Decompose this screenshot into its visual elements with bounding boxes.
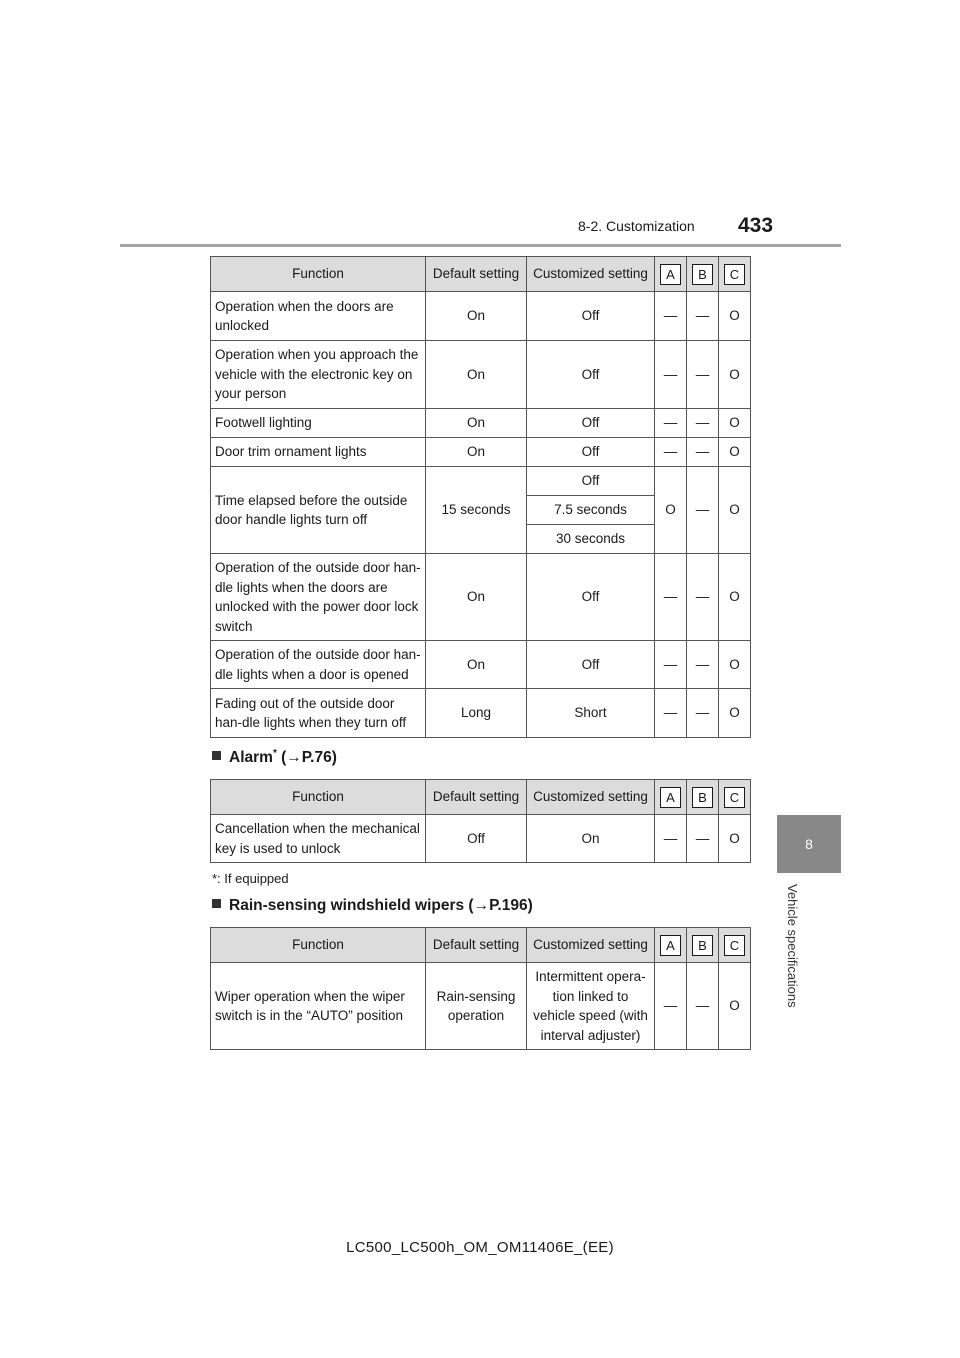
header-rule [120,244,841,247]
table-row [211,292,751,341]
cell-b: — [687,467,719,554]
cell-c: O [719,641,751,689]
cell-b: — [687,815,719,863]
cell-function: Operation of the outside door han-dle lights when the doors are unlocked with the power door lock switch [211,554,426,641]
cell-default: On [426,409,527,438]
header-default: Default setting [426,257,527,292]
cell-a: — [655,409,687,438]
alarm-section-title [212,748,337,767]
cell-default: Off [426,815,527,863]
table-row [211,554,751,641]
badge-b: B [692,264,713,285]
table-row [211,341,751,409]
wiper-customization-table [210,927,751,1050]
badge-a: A [660,264,681,285]
cell-b: — [687,341,719,409]
cell-b: — [687,689,719,738]
cell-customized: On [527,815,655,863]
cell-a: — [655,292,687,341]
cell-a: — [655,341,687,409]
table-row [211,438,751,467]
badge-c: C [724,264,745,285]
cell-c: O [719,963,751,1050]
cell-b: — [687,292,719,341]
page-number: 433 [738,214,774,237]
cell-function: Operation when the doors are unlocked [211,292,426,341]
cell-customized: Off [527,554,655,641]
table-row [211,963,751,1050]
cell-function: Fading out of the outside door han-dle lights when they turn off [211,689,426,738]
wiper-section-title [212,897,533,915]
lights-customization-table [210,256,751,738]
badge-a: A [660,935,681,956]
cell-c: O [719,815,751,863]
badge-c: C [724,935,745,956]
cell-function: Wiper operation when the wiper switch is in the “AUTO” position [211,963,426,1050]
cell-customized-option: 7.5 seconds [527,496,655,525]
header-function: Function [211,257,426,292]
cell-c: O [719,438,751,467]
cell-default: On [426,554,527,641]
cell-customized: Intermittent opera-tion linked to vehicle speed (with interval adjuster) [527,963,655,1050]
cell-a: O [655,467,687,554]
header-function: Function [211,780,426,815]
chapter-title: Vehicle specifications [785,884,800,1008]
cell-default: On [426,341,527,409]
table-row [211,641,751,689]
cell-default: On [426,641,527,689]
cell-customized: Short [527,689,655,738]
footnote: *: If equipped [212,871,289,886]
cell-c: O [719,341,751,409]
bullet-square-icon [212,899,221,908]
cell-customized: Off [527,341,655,409]
header-default: Default setting [426,928,527,963]
cell-a: — [655,963,687,1050]
cell-default: Rain-sensing operation [426,963,527,1050]
header-function: Function [211,928,426,963]
cell-b: — [687,409,719,438]
cell-function: Cancellation when the mechanical key is used to unlock [211,815,426,863]
cell-function: Door trim ornament lights [211,438,426,467]
cell-c: O [719,409,751,438]
badge-b: B [692,787,713,808]
alarm-asterisk: * [272,748,277,759]
cell-default: On [426,292,527,341]
cell-default: On [426,438,527,467]
header-default: Default setting [426,780,527,815]
cell-b: — [687,963,719,1050]
chapter-tab: 8 [777,815,841,873]
badge-b: B [692,935,713,956]
alarm-page-ref: (→P.76) [276,749,337,767]
cell-b: — [687,554,719,641]
cell-function: Operation of the outside door han-dle lights when a door is opened [211,641,426,689]
table-row [211,815,751,863]
badge-a: A [660,787,681,808]
cell-customized: Off [527,438,655,467]
cell-default: Long [426,689,527,738]
table-row [211,689,751,738]
cell-c: O [719,689,751,738]
wiper-title-text: Rain-sensing windshield wipers (→P.196) [229,897,533,914]
cell-customized: Off [527,292,655,341]
table-row [211,467,751,496]
cell-customized: Off [527,641,655,689]
cell-a: — [655,689,687,738]
cell-customized: Off [527,409,655,438]
table-header-row [211,780,751,815]
alarm-customization-table [210,779,751,863]
cell-c: O [719,292,751,341]
table-header-row [211,928,751,963]
table-header-row [211,257,751,292]
document-id: LC500_LC500h_OM_OM11406E_(EE) [346,1239,614,1256]
section-heading: 8-2. Customization [578,218,695,234]
cell-c: O [719,554,751,641]
cell-default: 15 seconds [426,467,527,554]
cell-b: — [687,438,719,467]
alarm-title-text: Alarm [229,749,273,767]
cell-b: — [687,641,719,689]
cell-function: Operation when you approach the vehicle with the electronic key on your person [211,341,426,409]
cell-function: Time elapsed before the outside door handle lights turn off [211,467,426,554]
cell-a: — [655,815,687,863]
header-customized: Customized setting [527,780,655,815]
header-customized: Customized setting [527,928,655,963]
badge-c: C [724,787,745,808]
cell-a: — [655,641,687,689]
table-row [211,409,751,438]
cell-function: Footwell lighting [211,409,426,438]
bullet-square-icon [212,751,221,760]
cell-customized-option: Off [527,467,655,496]
cell-a: — [655,438,687,467]
cell-customized-option: 30 seconds [527,525,655,554]
header-customized: Customized setting [527,257,655,292]
cell-a: — [655,554,687,641]
cell-c: O [719,467,751,554]
